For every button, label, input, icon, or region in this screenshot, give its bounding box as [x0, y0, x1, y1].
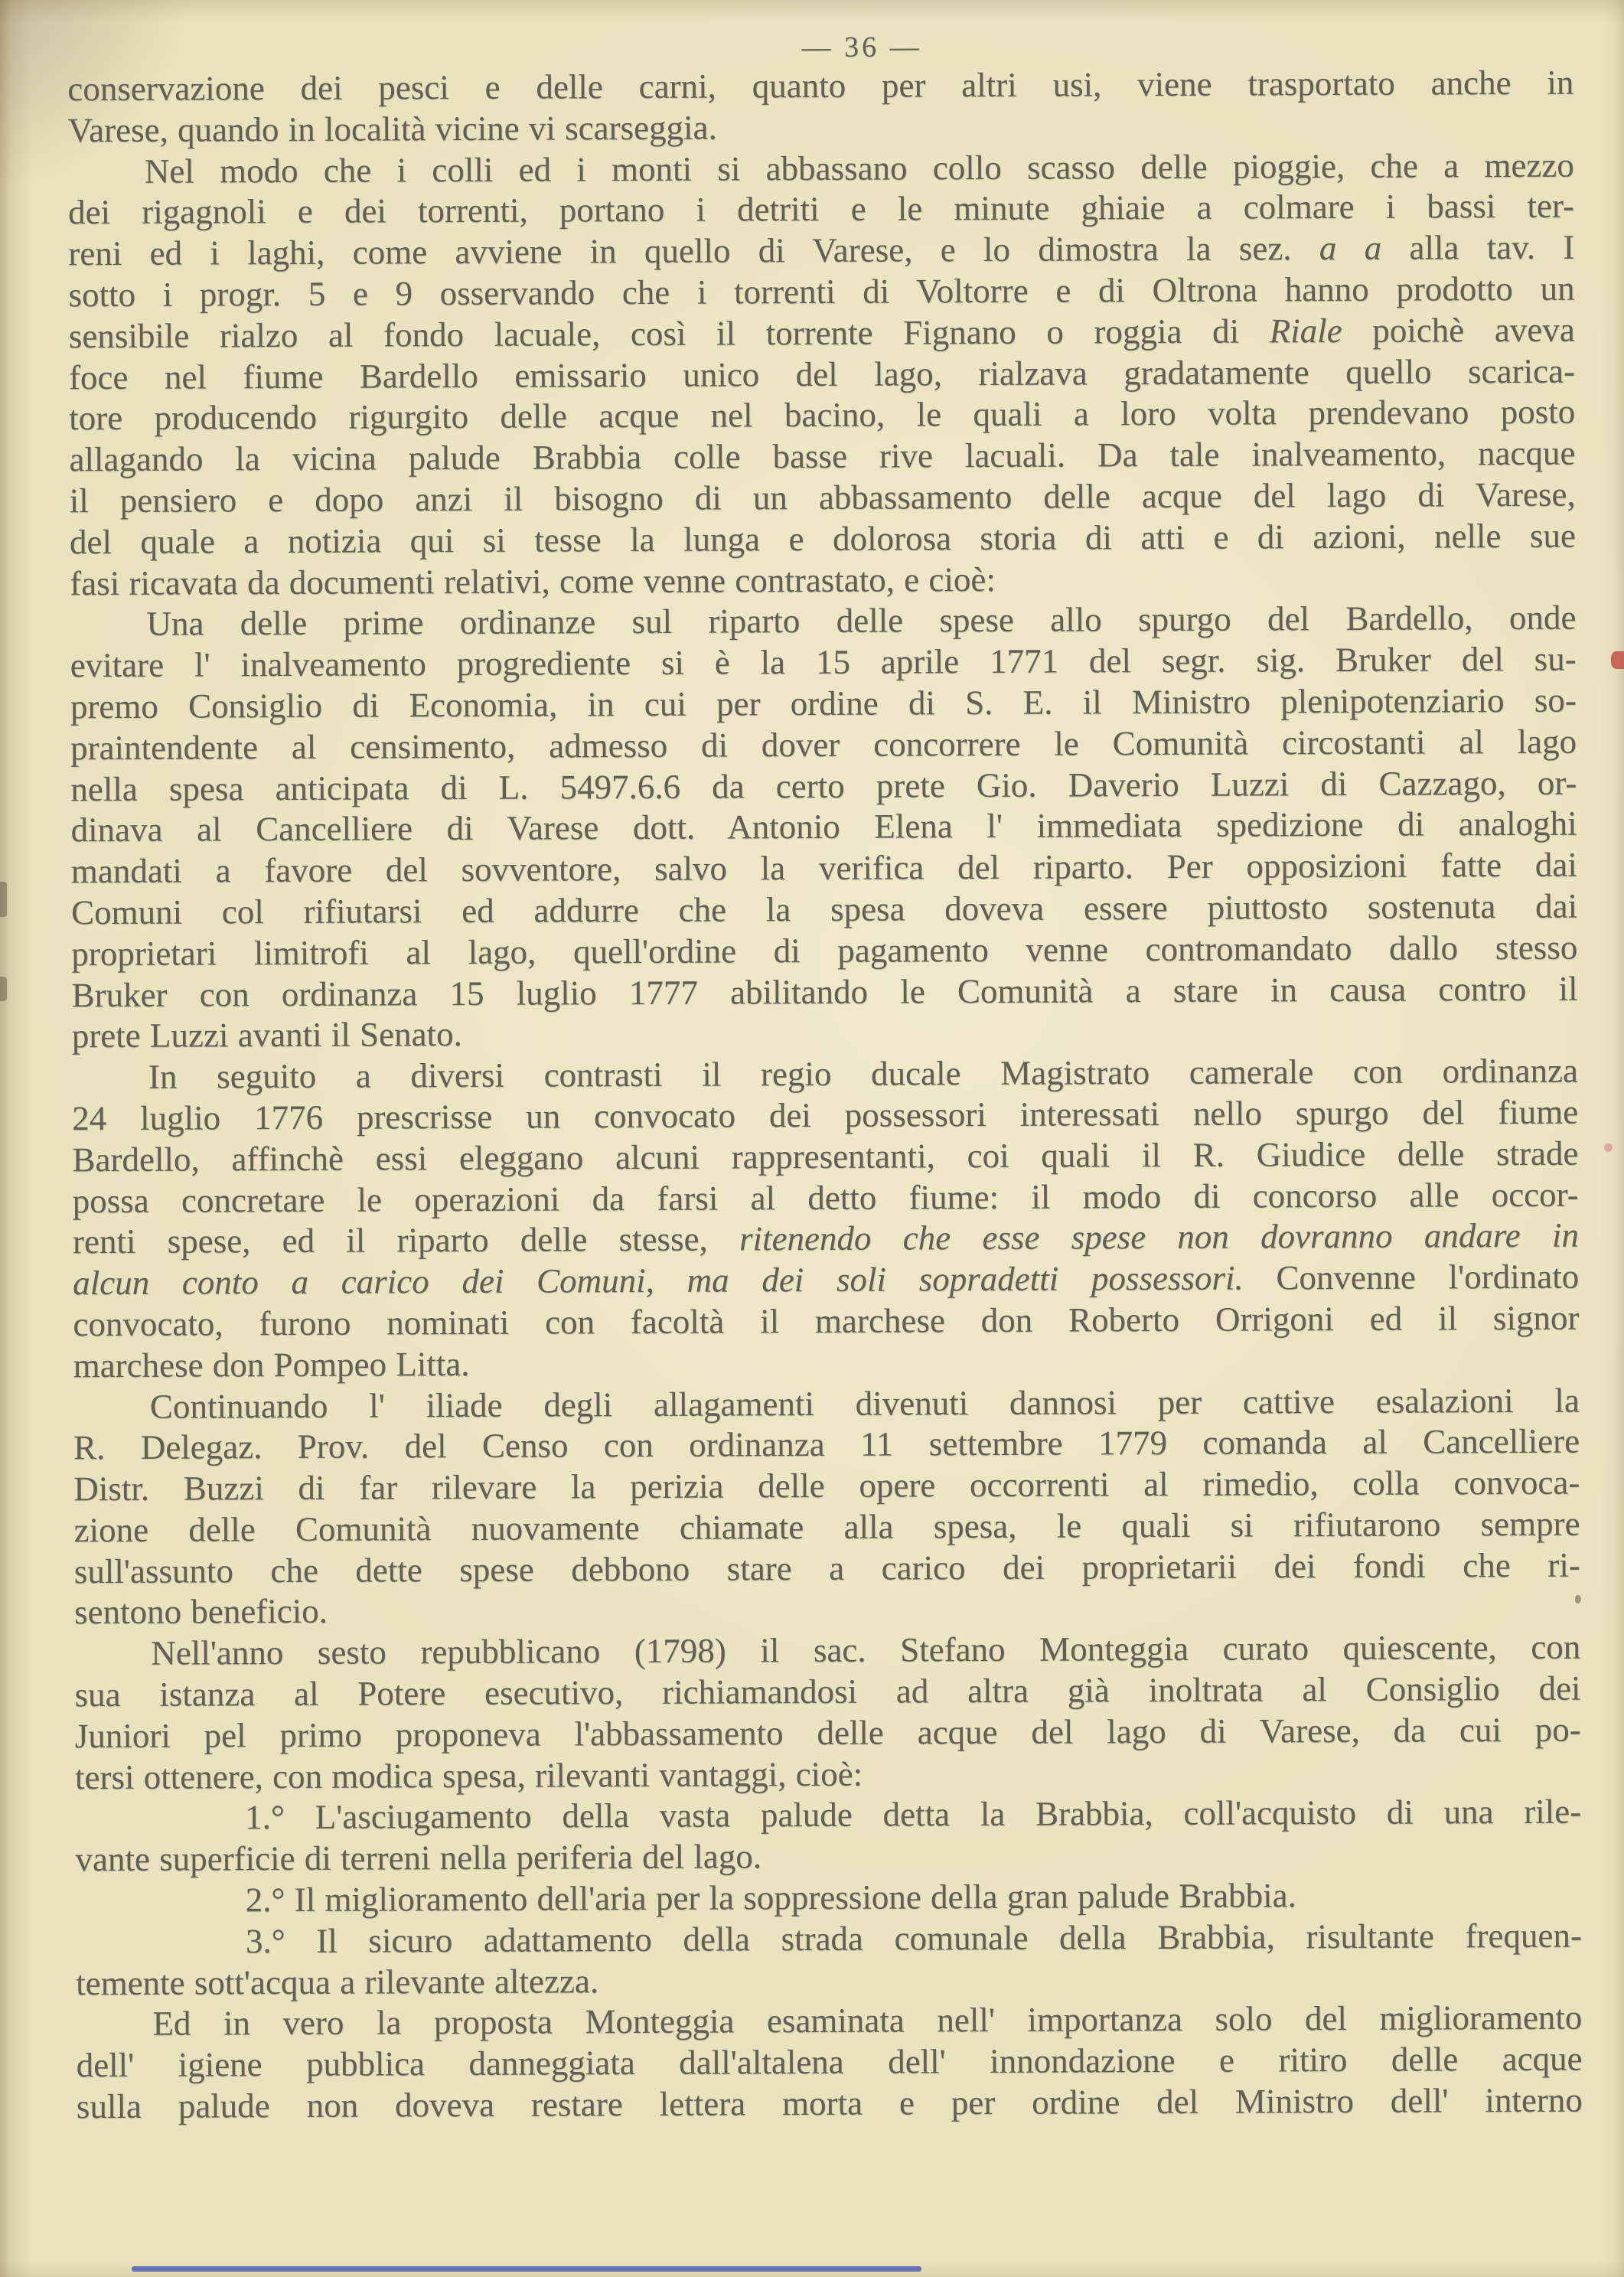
text-segment: convocato, furono nominati con facoltà il marchese don Roberto Orrigoni ed il signor	[73, 1298, 1580, 1344]
text-segment: proprietari limitrofi al lago, quell'ordine di pagamento venne contromandato dallo stesso	[71, 928, 1578, 973]
text-line	[71, 927, 1577, 974]
text-line	[72, 1133, 1578, 1180]
text-segment: prete Luzzi avanti il Senato.	[71, 1015, 462, 1055]
text-segment: sensibile rialzo al fondo lacuale, così il torrente Fignano o roggia di	[68, 312, 1270, 356]
text-line	[73, 1504, 1580, 1551]
text-segment: sulla palude non doveva restare lettera morta e per ordine del Ministro dell' interno	[76, 2080, 1583, 2126]
text-segment: dell' igiene pubblica danneggiata dall'altalena dell' innondazione e ritiro delle acque	[76, 2039, 1583, 2085]
text-line	[71, 886, 1577, 934]
scan-artifact-red-mark	[1611, 651, 1624, 669]
text-line	[70, 515, 1576, 563]
text-segment: evitare l' inalveamento progrediente si è la 15 aprile 1771 del segr. sig. Bruker del su-	[70, 639, 1577, 685]
text-segment: Convenne l'ordinato	[1243, 1257, 1580, 1297]
text-segment: alla tav. I	[1381, 227, 1575, 267]
scan-artifact-pink-speck	[1604, 1143, 1613, 1152]
text-segment: foce nel fiume Bardello emissario unico del lago, rialzava gradatamente quello scarica-	[68, 351, 1576, 396]
text-line	[70, 762, 1577, 810]
text-segment: conservazione dei pesci e delle carni, quanto per altri usi, viene trasportato anche in	[67, 63, 1574, 109]
text-segment: renti spese, ed il riparto delle stesse,	[72, 1219, 740, 1261]
text-segment: Una delle prime ordinanze sul riparto delle spese allo spurgo del Bardello, onde	[146, 598, 1577, 644]
text-segment-italic: ritenendo che esse spese non dovranno andare in	[739, 1215, 1580, 1258]
binding-shadow-mark	[0, 882, 7, 917]
text-segment: zione delle Comunità nuovamente chiamate alla spesa, le quali si rifiutarono sempre	[73, 1504, 1580, 1550]
text-segment: 3.° Il sicuro adattamento della strada comunale della Brabbia, risultante frequen-	[245, 1916, 1583, 1961]
scan-artifact-blue-line	[132, 2266, 921, 2272]
text-line	[70, 556, 1576, 604]
text-segment: Distr. Buzzi di far rilevare la perizia delle opere occorrenti al rimedio, colla convoca-	[73, 1463, 1580, 1509]
text-segment: sotto i progr. 5 e 9 osservando che i torrenti di Voltorre e di Oltrona hanno prodotto un	[68, 269, 1575, 315]
binding-shadow-mark	[0, 977, 7, 1001]
text-segment: nella spesa anticipata di L. 5497.6.6 da certo prete Gio. Daverio Luzzi di Cazzago, or-	[70, 763, 1577, 808]
text-line	[70, 804, 1577, 851]
text-segment: temente sott'acqua a rilevante altezza.	[76, 1961, 599, 2002]
text-segment: praintendente al censimento, admesso di dover concorrere le Comunità circostanti al lago	[70, 722, 1577, 767]
text-segment: Varese, quando in località vicine vi scarseggia.	[67, 108, 717, 150]
text-line	[69, 392, 1575, 439]
text-line	[68, 269, 1574, 316]
text-line	[67, 103, 1573, 151]
text-segment: sull'assunto che dette spese debbono stare a carico dei proprietarii dei fondi che ri-	[73, 1545, 1580, 1590]
text-segment: il pensiero e dopo anzi il bisogno di un abbassamento delle acque del lago di Varese,	[69, 475, 1576, 520]
text-segment: Bruker con ordinanza 15 luglio 1777 abilitando le Comunità a stare in causa contro il	[71, 969, 1578, 1014]
text-segment: 2.° Il miglioramento dell'aria per la soppressione della gran palude Brabbia.	[245, 1876, 1296, 1920]
text-line	[75, 1792, 1581, 1839]
text-segment: tersi ottenere, con modica spesa, rilevanti vantaggi, cioè:	[74, 1754, 863, 1796]
text-line	[70, 721, 1577, 768]
text-line	[74, 1669, 1580, 1716]
text-line	[67, 63, 1573, 110]
text-line	[71, 968, 1577, 1016]
text-segment: marchese don Pompeo Litta.	[73, 1344, 470, 1385]
text-segment: Nell'anno sesto repubblicano (1798) il sac. Stefano Monteggia curato quiescente, con	[151, 1627, 1581, 1673]
text-block	[67, 63, 1583, 2128]
text-line	[70, 475, 1576, 522]
text-line	[72, 1051, 1578, 1098]
text-line	[76, 1998, 1582, 2045]
text-line	[70, 680, 1577, 728]
text-line	[74, 1627, 1580, 1675]
text-segment: In seguito a diversi contrasti il regio ducale Magistrato camerale con ordinanza	[148, 1051, 1579, 1096]
text-line	[73, 1215, 1579, 1263]
text-segment: sua istanza al Potere esecutivo, richiamandosi ad altra già inoltrata al Consiglio dei	[74, 1669, 1581, 1714]
text-segment: possa concretare le operazioni da farsi al detto fiume: il modo di concorso alle occor-	[72, 1175, 1579, 1220]
text-line	[72, 1010, 1578, 1057]
text-segment: Bardello, affinchè essi eleggano alcuni rappresentanti, coi quali il R. Giudice delle strade	[72, 1134, 1579, 1179]
text-line	[77, 2080, 1583, 2128]
text-segment: Continuando l' iliade degli allagamenti divenuti dannosi per cattive esalazioni la	[149, 1381, 1580, 1426]
text-line	[74, 1586, 1580, 1633]
text-line	[75, 1833, 1581, 1881]
text-segment: dinava al Cancelliere di Varese dott. Antonio Elena l' immediata spedizione di analoghi	[70, 804, 1577, 850]
text-segment-italic: Riale	[1269, 311, 1342, 351]
text-line	[72, 1092, 1578, 1140]
text-line	[73, 1463, 1580, 1510]
text-line	[70, 639, 1577, 687]
page-number: — 36 —	[801, 31, 922, 64]
text-line	[75, 1709, 1581, 1757]
text-line	[70, 598, 1576, 645]
text-line	[73, 1380, 1580, 1427]
text-segment: dei rigagnoli e dei torrenti, portano i detriti e le minute ghiaie a colmare i bassi ter-	[67, 187, 1575, 232]
text-segment-italic: a a	[1319, 228, 1382, 268]
text-line	[73, 1298, 1579, 1346]
text-line	[73, 1257, 1579, 1304]
text-segment: R. Delegaz. Prov. del Censo con ordinanza 11 settembre 1779 comanda al Cancelliere	[73, 1421, 1580, 1467]
text-segment: 1.° L'asciugamento della vasta palude detta la Brabbia, coll'acquisto di una rile-	[245, 1793, 1582, 1837]
text-line	[68, 186, 1574, 233]
text-line	[76, 1956, 1582, 2004]
text-segment: mandati a favore del sovventore, salvo la verifica del riparto. Per opposizioni fatte dai	[70, 845, 1577, 891]
text-segment: del quale a notizia qui si tesse la lunga e dolorosa storia di atti e di azioni, nelle sue	[69, 516, 1577, 561]
text-segment: 24 luglio 1776 prescrisse un convocato dei possessori interessati nello spurgo del fiume	[72, 1092, 1579, 1138]
text-line	[69, 433, 1575, 481]
text-segment: poichè aveva	[1342, 310, 1575, 350]
text-segment: Nel modo che i colli ed i monti si abbassano collo scasso delle pioggie, che a mezzo	[144, 145, 1574, 191]
text-segment: tore producendo rigurgito delle acque nel bacino, le quali a loro volta prendevano posto	[69, 393, 1576, 438]
text-line	[69, 309, 1575, 357]
text-line	[77, 2039, 1583, 2086]
text-line	[68, 145, 1574, 192]
text-segment: Juniori pel primo proponeva l'abbassamento delle acque del lago di Varese, da cui po-	[74, 1710, 1581, 1756]
text-segment: allagando la vicina palude Brabbia colle basse rive lacuali. Da tale inalveamento, nacque	[69, 433, 1576, 479]
text-line	[74, 1545, 1580, 1592]
text-line	[73, 1421, 1580, 1469]
text-line	[73, 1339, 1580, 1386]
text-line	[76, 1874, 1582, 1922]
text-line	[69, 351, 1575, 398]
text-segment: reni ed i laghi, come avviene in quello di Varese, e lo dimostra la sez.	[68, 229, 1319, 273]
text-segment: premo Consiglio di Economia, in cui per ordine di S. E. il Ministro plenipotenziario so-	[70, 680, 1577, 726]
text-segment: fasi ricavata da documenti relativi, come venne contrastato, e cioè:	[70, 559, 996, 602]
text-segment: vante superficie di terreni nella periferia del lago.	[75, 1837, 762, 1879]
text-segment-italic: alcun conto a carico dei Comuni, ma dei soli sopradetti possessori.	[73, 1258, 1244, 1303]
text-segment: Comuni col rifiutarsi ed addurre che la spesa doveva essere piuttosto sostenuta dai	[70, 886, 1578, 932]
text-line	[76, 1915, 1582, 1962]
text-line	[68, 227, 1574, 275]
text-segment: sentono beneficio.	[73, 1592, 328, 1632]
text-line	[75, 1750, 1581, 1798]
text-segment: Ed in vero la proposta Monteggia esaminata nell' importanza solo del miglioramento	[152, 1998, 1583, 2044]
text-line	[71, 845, 1577, 892]
text-line	[73, 1174, 1579, 1222]
